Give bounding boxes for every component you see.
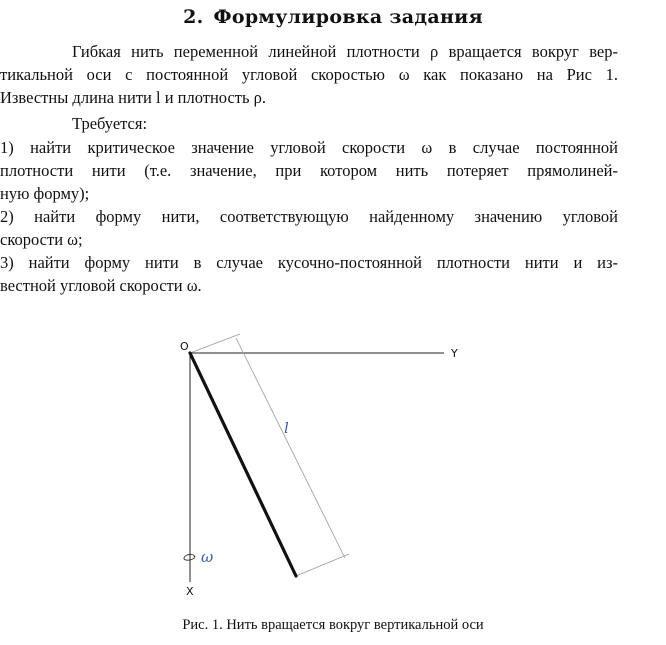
figure-caption: Рис. 1. Нить вращается вокруг вертикальной оси <box>182 617 484 633</box>
paragraph-1 <box>0 40 618 109</box>
x-axis-label: X <box>186 585 194 595</box>
item-1-line-1: 1) найти критическое значение угловой скорости ω в случае постоянной <box>0 138 618 157</box>
figure-1 <box>0 325 666 595</box>
dimension-extension-bottom <box>296 554 349 576</box>
required-intro: Требуется: <box>72 114 148 133</box>
item-2-line-1: 2) найти форму нити, соответствующую найденному значению угловой <box>0 207 618 226</box>
origin-label: O <box>180 340 189 353</box>
item-1-line-2: плотности нити (т.е. значение, при котором нить потеряет прямолиней- <box>0 161 618 180</box>
item-3-line-1: 3) найти форму нити в случае кусочно-постоянной плотности нити и из- <box>0 253 618 272</box>
task-list <box>0 136 618 297</box>
length-label: l <box>284 419 289 437</box>
item-2-line-2: скорости ω; <box>0 230 83 249</box>
item-3-line-2: вестной угловой скорости ω. <box>0 276 202 295</box>
paragraph-1-line-3: Известны длина нити l и плотность ρ. <box>0 88 267 107</box>
paragraph-1-line-1: Гибкая нить переменной линейной плотности ρ вращается вокруг вер- <box>72 42 618 61</box>
item-1-line-3: ную форму); <box>0 184 90 203</box>
omega-label: ω <box>201 548 214 566</box>
paragraph-1-line-2: тикальной оси с постоянной угловой скоростью ω как показано на Рис 1. <box>0 65 618 84</box>
figure-diagram <box>0 325 666 595</box>
section-heading <box>0 6 666 28</box>
dimension-line <box>236 338 345 558</box>
section-number: 2. <box>183 6 204 28</box>
rotation-arrow-icon <box>184 554 195 560</box>
y-axis-label: Y <box>451 347 458 360</box>
dimension-extension-top <box>190 334 240 353</box>
string-thread <box>190 353 296 576</box>
section-title: Формулировка задания <box>213 6 483 28</box>
